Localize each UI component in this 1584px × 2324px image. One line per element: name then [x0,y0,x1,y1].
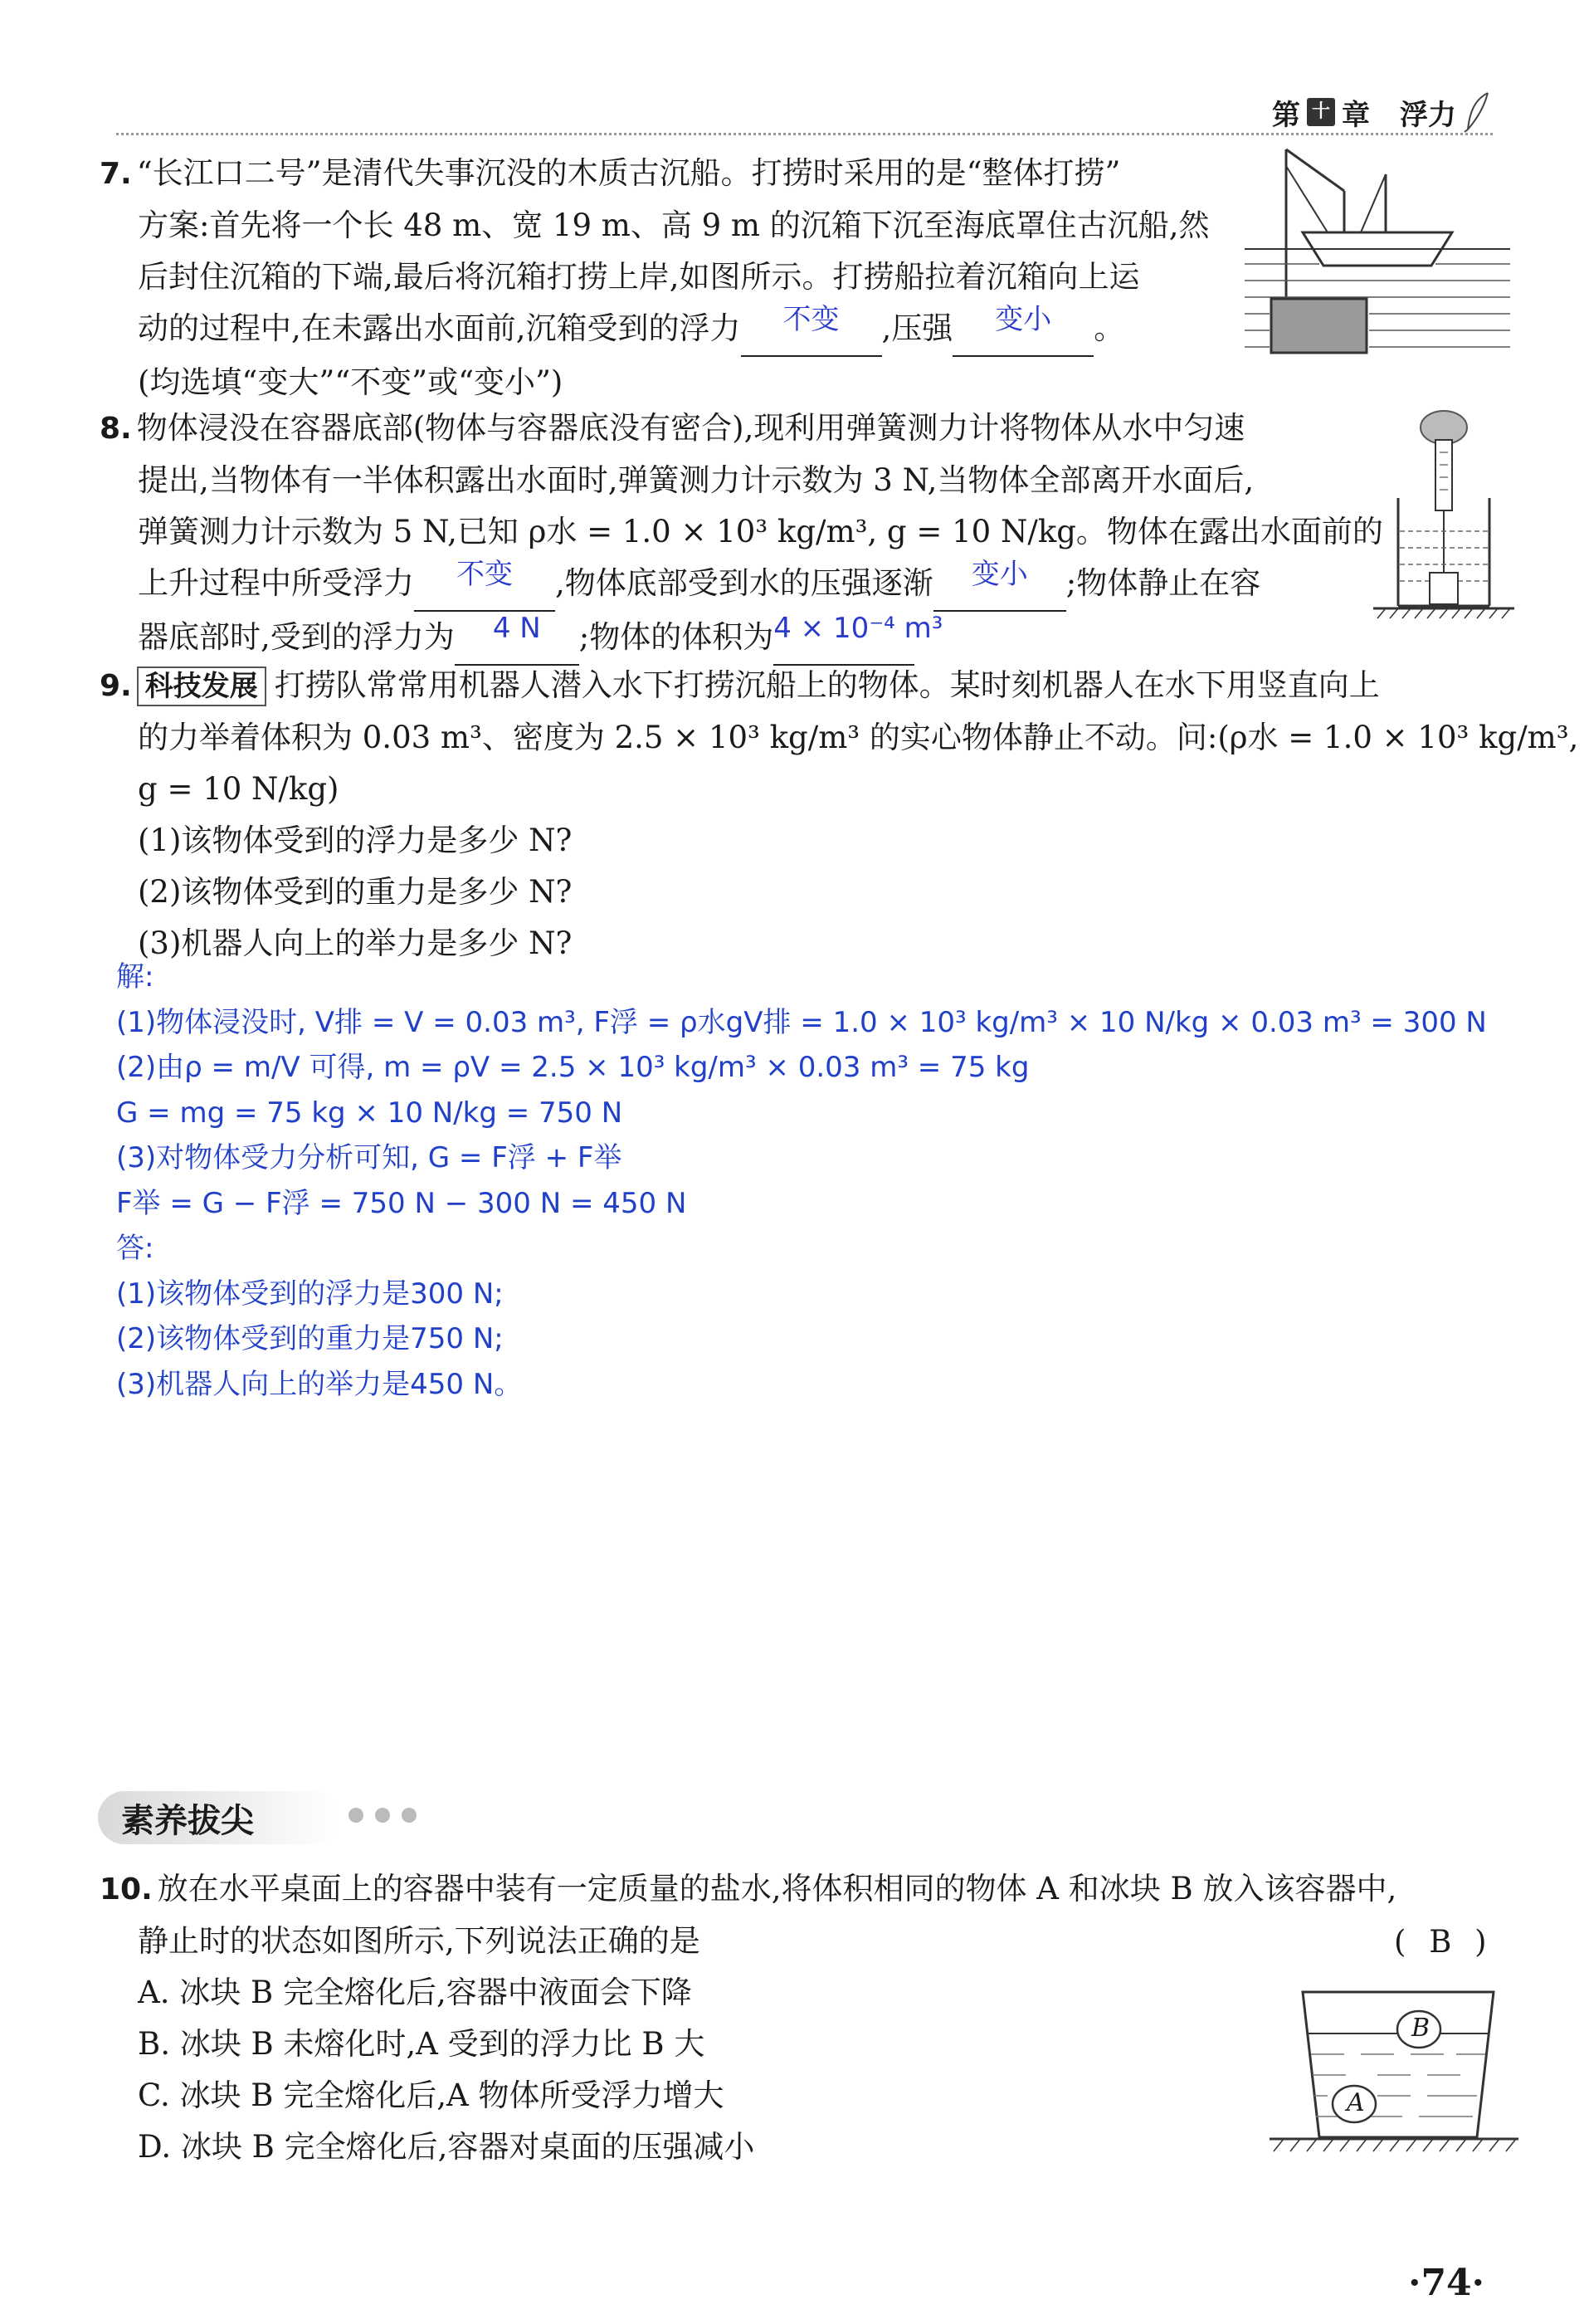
q7-line-2: 方案:首先将一个长 48 m、宽 19 m、高 9 m 的沉箱下沉至海底罩住古沉船,然 [138,208,1210,243]
q8-blank-1 [414,558,555,612]
chapter-header [1272,91,1493,133]
q7-answer-1: 不变 [782,303,840,336]
q10-answer: ( B ) [1394,1924,1494,1960]
answer-title: 答: [116,1232,154,1265]
q10-line-1: 放在水平桌面上的容器中装有一定质量的盐水,将体积相同的物体 A 和冰块 B 放入该容器中, [157,1871,1397,1907]
section-title: 素养拔尖 [121,1801,254,1840]
q10-option-a: A. 冰块 B 完全熔化后,容器中液面会下降 [138,1975,692,2010]
question-8 [100,403,1383,666]
salvage-ship-figure [1245,141,1510,357]
label-b: B [1411,2014,1430,2043]
q8-answer-2: 变小 [971,558,1028,591]
q10-option-d: D. 冰块 B 完全熔化后,容器对桌面的压强减小 [138,2129,755,2165]
chapter-prefix: 第 [1272,98,1300,132]
answer-line-1: (1)该物体受到的浮力是300 N; [116,1277,504,1311]
answer-line-3: (3)机器人向上的举力是450 N。 [116,1367,523,1401]
q8-answer-1: 不变 [456,558,513,591]
q8-line-4a: 上升过程中所受浮力 [138,565,414,601]
chapter-suffix: 章 [1342,98,1370,132]
question-number: 7. [100,157,132,191]
q8-line-2: 提出,当物体有一半体积露出水面时,弹簧测力计示数为 3 N,当物体全部离开水面后, [138,462,1255,498]
q8-line-3: 弹簧测力计示数为 5 N,已知 ρ水 = 1.0 × 10³ kg/m³, g = 10 N/kg。物体在露出水面前的 [138,514,1383,549]
chapter-title: 浮力 [1400,98,1456,132]
q7-line-4c: 。 [1094,310,1125,346]
solution-line-1: (1)物体浸没时, V排 = V = 0.03 m³, F浮 = ρ水gV排 = 1.0 × 10³ kg/m³ × 10 N/kg × 0.03 m³ = 300 N [116,1005,1487,1039]
q9-sub-2: (2)该物体受到的重力是多少 N? [138,874,573,910]
q10-line-2: 静止时的状态如图所示,下列说法正确的是 [138,1923,700,1959]
question-9 [100,660,1578,969]
q7-blank-1 [741,303,882,357]
q7-line-4b: ,压强 [881,310,953,346]
label-a: A [1347,2088,1365,2117]
q9-sub-1: (1)该物体受到的浮力是多少 N? [138,823,573,858]
q9-sub-3: (3)机器人向上的举力是多少 N? [138,925,573,961]
solution-title: 解: [116,960,154,994]
solution-line-5: F举 = G − F浮 = 750 N − 300 N = 450 N [116,1186,687,1220]
q8-line-4c: ;物体静止在容 [1065,565,1261,601]
solution-line-3: G = mg = 75 kg × 10 N/kg = 750 N [116,1096,623,1130]
question-number: 9. [100,669,132,703]
question-7 [100,148,1210,408]
topic-tag: 科技发展 [137,666,266,706]
q8-answer-4: 4 × 10⁻⁴ m³ [773,612,943,645]
page-number: ·74· [1408,2262,1484,2304]
answer-line-2: (2)该物体受到的重力是750 N; [116,1322,504,1355]
q8-line-5b: ;物体的体积为 [578,619,774,655]
q8-line-5a: 器底部时,受到的浮力为 [138,619,455,655]
section-dots [348,1808,417,1823]
q8-blank-4 [773,612,943,666]
q8-blank-2 [933,558,1066,612]
q9-solution [116,954,1487,1407]
q7-line-1: “长江口二号”是清代失事沉没的木质古沉船。打捞时采用的是“整体打捞” [136,155,1121,191]
q8-answer-3: 4 N [492,612,541,645]
question-number: 8. [100,412,132,446]
spring-scale-figure [1373,407,1514,622]
q10-option-b: B. 冰块 B 未熔化时,A 受到的浮力比 B 大 [138,2026,705,2062]
q9-line-3: g = 10 N/kg) [138,771,339,807]
question-number: 10. [100,1872,153,1907]
solution-line-4: (3)对物体受力分析可知, G = F浮 + F举 [116,1141,622,1174]
q7-blank-2 [953,303,1094,357]
q8-line-4b: ,物体底部受到水的压强逐渐 [555,565,933,601]
feather-icon [1463,91,1493,133]
q8-blank-3 [455,612,579,666]
q7-answer-2: 变小 [995,303,1052,336]
q9-line-2: 的力举着体积为 0.03 m³、密度为 2.5 × 10³ kg/m³ 的实心物体静止不动。问:(ρ水 = 1.0 × 10³ kg/m³, [138,720,1579,755]
q10-answer-bracket [1394,1924,1494,1960]
container-figure [1270,1975,1518,2166]
q7-line-3: 后封住沉箱的下端,最后将沉箱打捞上岸,如图所示。打捞船拉着沉箱向上运 [138,259,1140,295]
section-badge [98,1791,339,1844]
q10-option-c: C. 冰块 B 完全熔化后,A 物体所受浮力增大 [138,2077,724,2113]
solution-line-2: (2)由ρ = m/V 可得, m = ρV = 2.5 × 10³ kg/m³ × 0.03 m³ = 75 kg [116,1051,1030,1084]
q7-line-4a: 动的过程中,在未露出水面前,沉箱受到的浮力 [138,310,741,346]
chapter-number-badge: 十 [1307,98,1335,126]
q9-line-1: 打捞队常常用机器人潜入水下打捞沉船上的物体。某时刻机器人在水下用竖直向上 [274,667,1380,703]
header-divider [116,133,1493,135]
q7-line-5: (均选填“变大”“不变”或“变小”) [138,364,563,400]
q8-line-1: 物体浸没在容器底部(物体与容器底没有密合),现利用弹簧测力计将物体从水中匀速 [136,410,1245,446]
question-10 [100,1863,1396,2173]
